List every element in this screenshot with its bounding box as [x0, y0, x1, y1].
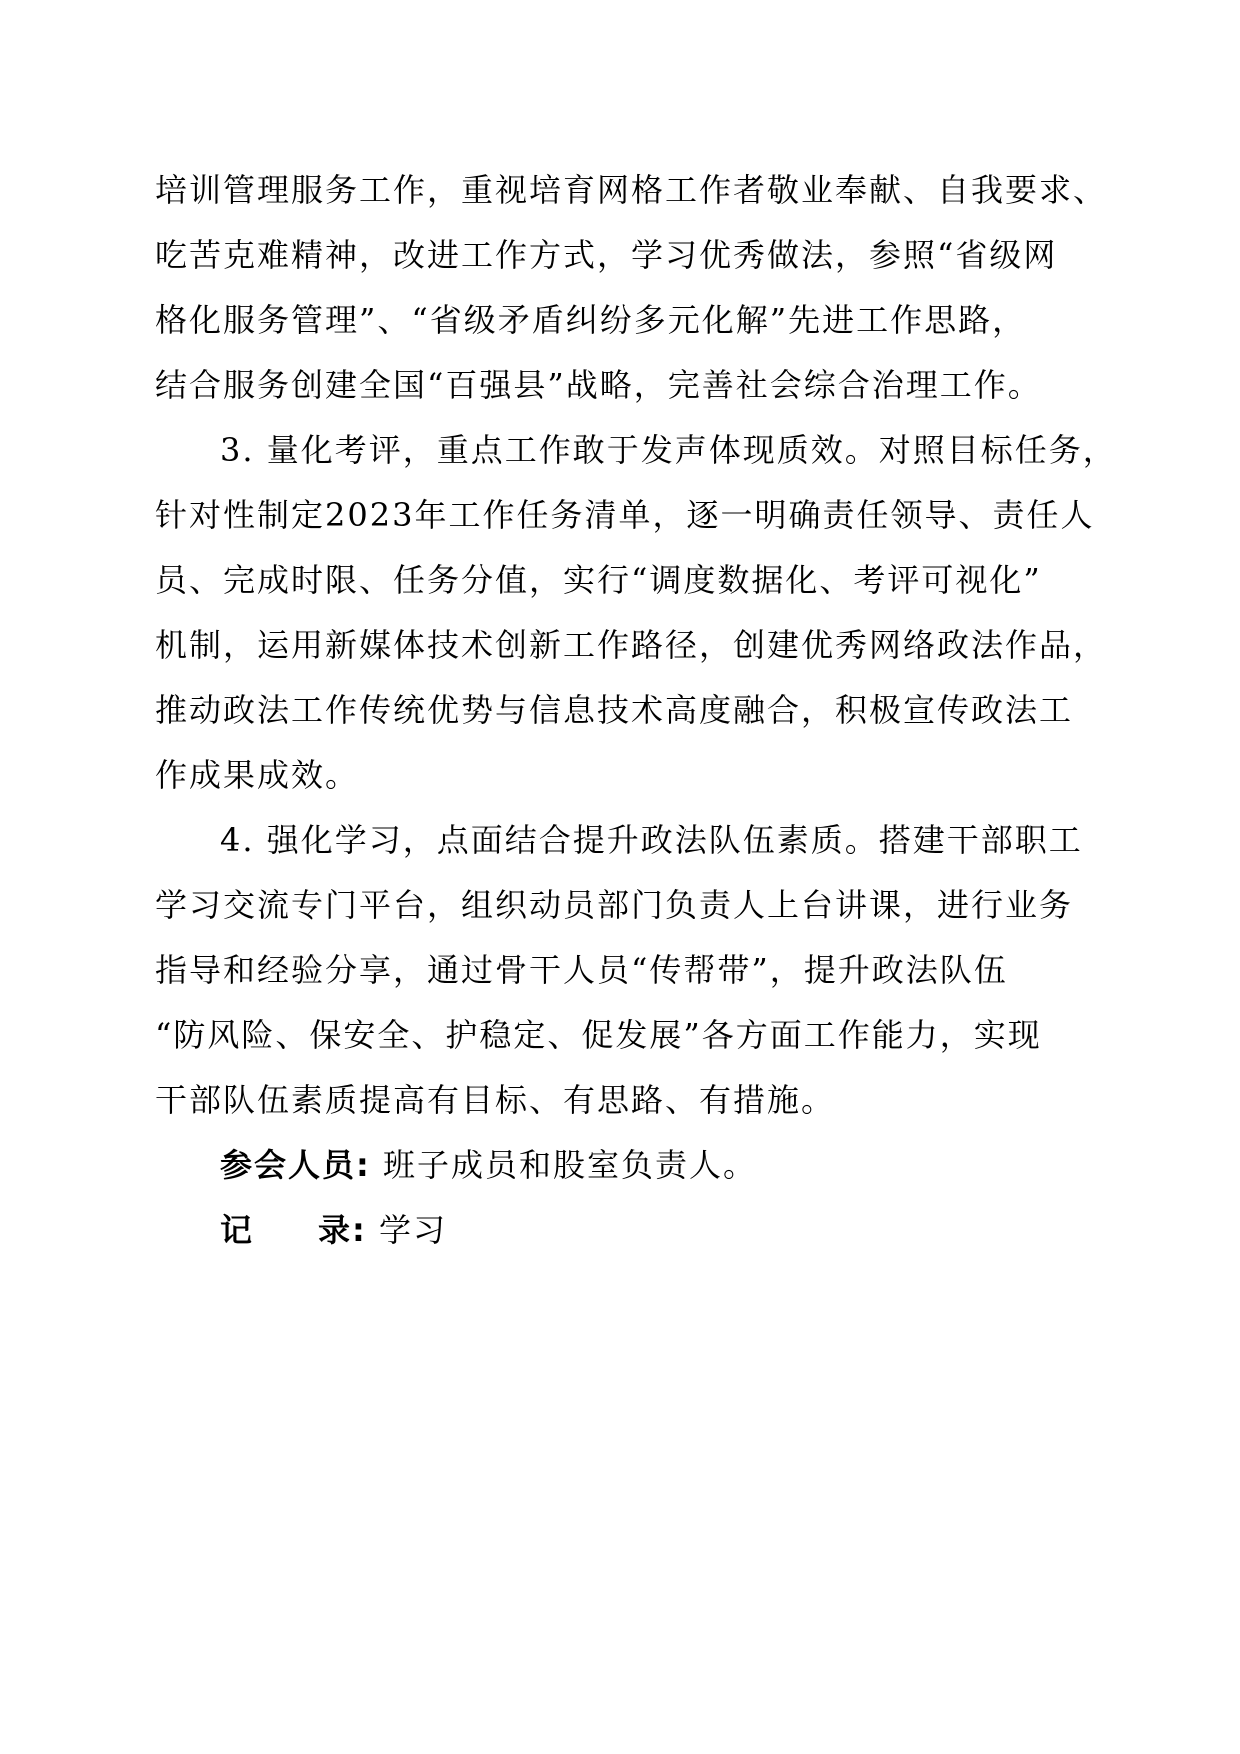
recorder-value: 学习	[379, 1211, 448, 1249]
body-line-9: 推动政法工作传统优势与信息技术高度融合，积极宣传政法工	[155, 691, 1074, 729]
recorder-row	[220, 1210, 447, 1250]
body-line-3: 格化服务管理”、“省级矛盾纠纷多元化解”先进工作思路，	[155, 301, 1027, 339]
item-3-heading-line: 3. 量化考评，重点工作敢于发声体现质效。对照目标任务，	[220, 431, 1117, 469]
attendees-value: 班子成员和股室负责人。	[382, 1146, 757, 1184]
body-line-1: 培训管理服务工作，重视培育网格工作者敬业奉献、自我要求、	[155, 171, 1108, 209]
body-line-13: 指导和经验分享，通过骨干人员“传帮带”，提升政法队伍	[155, 951, 1008, 989]
body-line-10: 作成果成效。	[155, 756, 360, 794]
item-4-heading-line: 4. 强化学习，点面结合提升政法队伍素质。搭建干部职工	[220, 821, 1083, 859]
recorder-label-part2: 录:	[318, 1211, 367, 1249]
recorder-label-part1: 记	[220, 1211, 255, 1249]
body-line-7: 员、完成时限、任务分值，实行“调度数据化、考评可视化”	[155, 561, 1042, 599]
body-line-14: “防风险、保安全、护稳定、促发展”各方面工作能力，实现	[155, 1016, 1042, 1054]
attendees-row	[220, 1145, 757, 1185]
body-line-6: 针对性制定2023年工作任务清单，逐一明确责任领导、责任人	[155, 496, 1095, 534]
body-line-12: 学习交流专门平台，组织动员部门负责人上台讲课，进行业务	[155, 886, 1074, 924]
body-line-8: 机制，运用新媒体技术创新工作路径，创建优秀网络政法作品，	[155, 626, 1108, 664]
body-line-15: 干部队伍素质提高有目标、有思路、有措施。	[155, 1081, 836, 1119]
body-line-2: 吃苦克难精神，改进工作方式，学习优秀做法，参照“省级网	[155, 236, 1058, 274]
attendees-label: 参会人员:	[220, 1146, 371, 1184]
body-line-4: 结合服务创建全国“百强县”战略，完善社会综合治理工作。	[155, 366, 1042, 404]
